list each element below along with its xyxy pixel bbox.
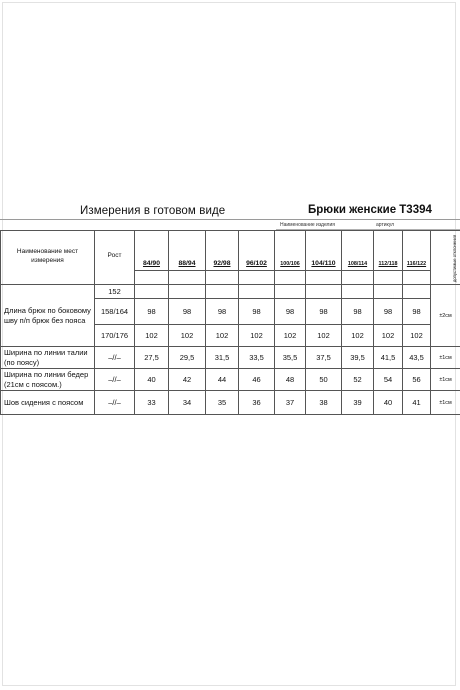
table-row: Шов сидения с поясом –//– 33 34 35 36 37 38 39 40 41 ±1см xyxy=(1,391,460,415)
sheet-title: Измерения в готовом виде xyxy=(80,205,226,217)
size-header: 116/122 xyxy=(403,231,431,271)
size-header: 112/118 xyxy=(374,231,403,271)
column-header-tolerance: допустимые отклонения xyxy=(431,231,460,285)
height-cell: 152 xyxy=(95,285,135,299)
size-header: 92/98 xyxy=(206,231,239,271)
row-label: Длина брюк по боковому шву п/п брюк без пояса xyxy=(1,285,95,347)
tolerance-cell: ±1см xyxy=(431,347,460,369)
table-row: 170/176 102 102 102 102 102 102 102 102 102 xyxy=(1,325,460,347)
tolerance-cell: ±1см xyxy=(431,391,460,415)
table-row xyxy=(1,285,460,299)
column-header-height: Рост xyxy=(95,231,135,285)
table-row: 158/164 98 98 98 98 98 98 98 98 98 xyxy=(1,299,460,325)
height-cell: –//– xyxy=(95,369,135,391)
row-label: Ширина по линии талии (по поясу) xyxy=(1,347,95,369)
row-label: Шов сидения с поясом xyxy=(1,391,95,415)
row-label: Ширина по линии бедер (21см с поясом.) xyxy=(1,369,95,391)
table-row: Ширина по линии бедер (21см с поясом.) –//– 40 42 44 46 48 50 52 54 56 ±1см xyxy=(1,369,460,391)
size-header: 88/94 xyxy=(169,231,206,271)
tolerance-cell: ±1см xyxy=(431,369,460,391)
size-header: 108/114 xyxy=(342,231,374,271)
article-label: артикул xyxy=(376,222,395,228)
product-title: Брюки женские Т3394 xyxy=(308,204,432,216)
table-row: Ширина по линии талии (по поясу) –//– 27,5 29,5 31,5 33,5 35,5 37,5 39,5 41,5 43,5 ±1см xyxy=(1,347,460,369)
size-header: 84/90 xyxy=(135,231,169,271)
divider xyxy=(0,219,460,220)
height-cell: –//– xyxy=(95,347,135,369)
height-cell: 158/164 xyxy=(95,299,135,325)
table-header-row xyxy=(1,231,460,271)
measurements-table xyxy=(0,230,460,415)
height-cell: 170/176 xyxy=(95,325,135,347)
column-header-name: Наименование мест измерения xyxy=(1,231,95,285)
size-header: 100/106 xyxy=(275,231,306,271)
tolerance-cell: ±2см xyxy=(431,285,460,347)
height-cell: –//– xyxy=(95,391,135,415)
size-header: 96/102 xyxy=(239,231,275,271)
size-header: 104/110 xyxy=(306,231,342,271)
product-name-label: Наименование изделия xyxy=(280,222,335,228)
size-chart-sheet xyxy=(0,199,460,419)
